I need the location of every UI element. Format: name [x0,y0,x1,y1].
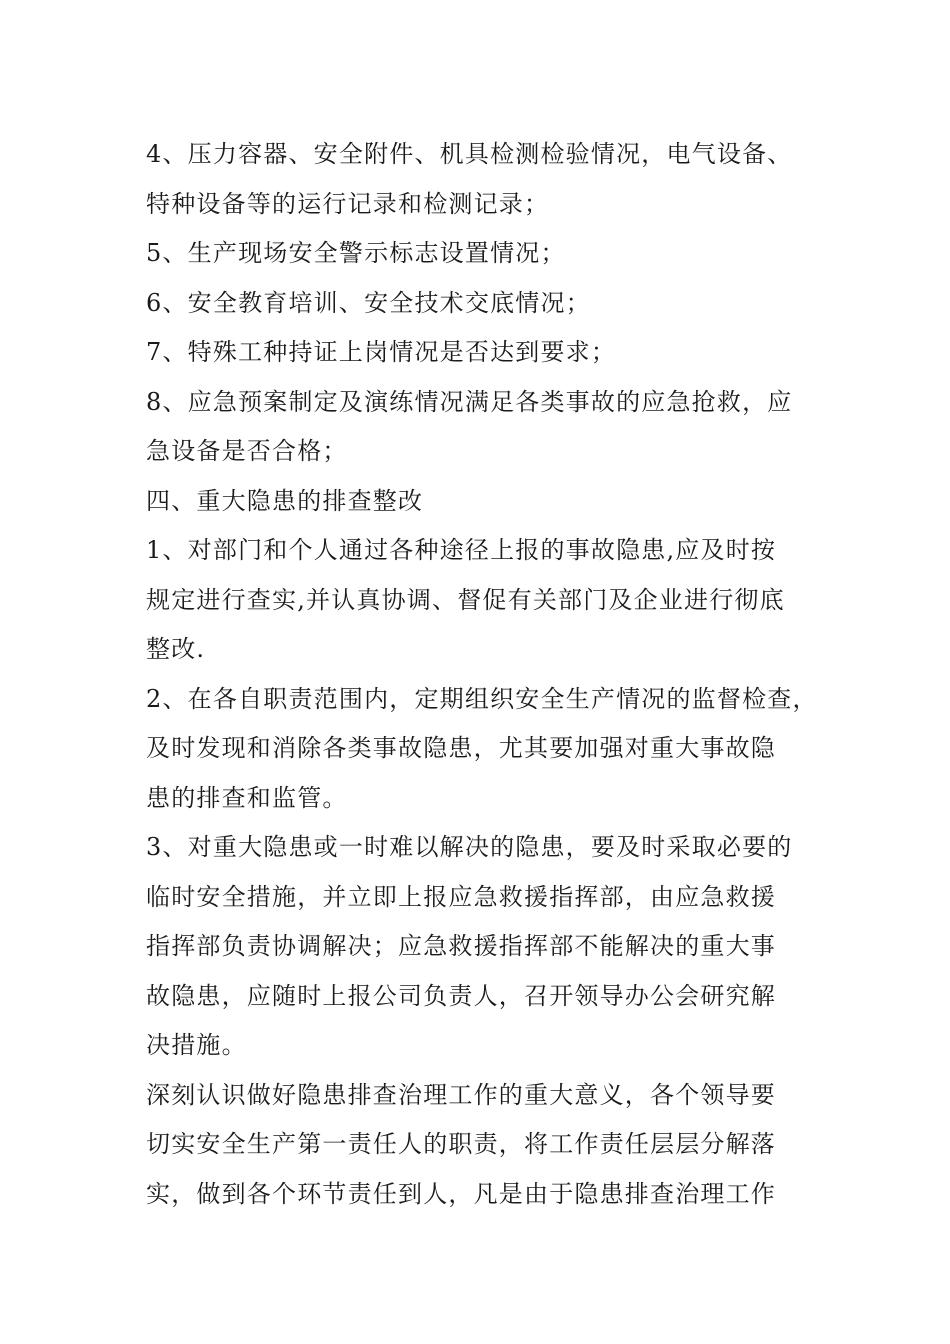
text-line: 3、对重大隐患或一时难以解决的隐患，要及时采取必要的 [146,833,793,861]
text-line: 决措施。 [146,1031,247,1059]
text-line: 6、安全教育培训、安全技术交底情况； [146,288,591,317]
text-line: 患的排查和监管。 [146,783,348,812]
section-heading: 四、重大隐患的排查整改 [146,486,424,515]
text-line: 2、在各自职责范围内，定期组织安全生产情况的监督检查， [146,684,818,713]
text-line: 切实安全生产第一责任人的职责，将工作责任层层分解落 [146,1130,776,1158]
text-line: 实，做到各个环节责任到人，凡是由于隐患排查治理工作 [146,1179,776,1208]
text-line: 急设备是否合格； [146,437,348,465]
document-body [146,130,818,1219]
text-line: 5、生产现场安全警示标志设置情况； [146,239,566,267]
text-line: 4、压力容器、安全附件、机具检测检验情况，电气设备、 [146,140,793,168]
text-line: 特种设备等的运行记录和检测记录； [146,189,550,218]
text-line: 临时安全措施，并立即上报应急救援指挥部，由应急救援 [146,882,776,911]
text-line: 1、对部门和个人通过各种途径上报的事故隐患,应及时按 [146,536,777,564]
text-line: 故隐患，应随时上报公司负责人，召开领导办公会研究解 [146,981,776,1010]
text-line: 规定进行查实,并认真协调、督促有关部门及企业进行彻底 [146,585,785,614]
text-line: 及时发现和消除各类事故隐患，尤其要加强对重大事故隐 [146,734,776,762]
text-line: 深刻认识做好隐患排查治理工作的重大意义，各个领导要 [146,1080,776,1109]
text-line: 7、特殊工种持证上岗情况是否达到要求； [146,338,617,366]
text-line: 整改. [146,635,206,663]
text-line: 指挥部负责协调解决；应急救援指挥部不能解决的重大事 [146,932,776,960]
text-line: 8、应急预案制定及演练情况满足各类事故的应急抢救，应 [146,387,793,416]
